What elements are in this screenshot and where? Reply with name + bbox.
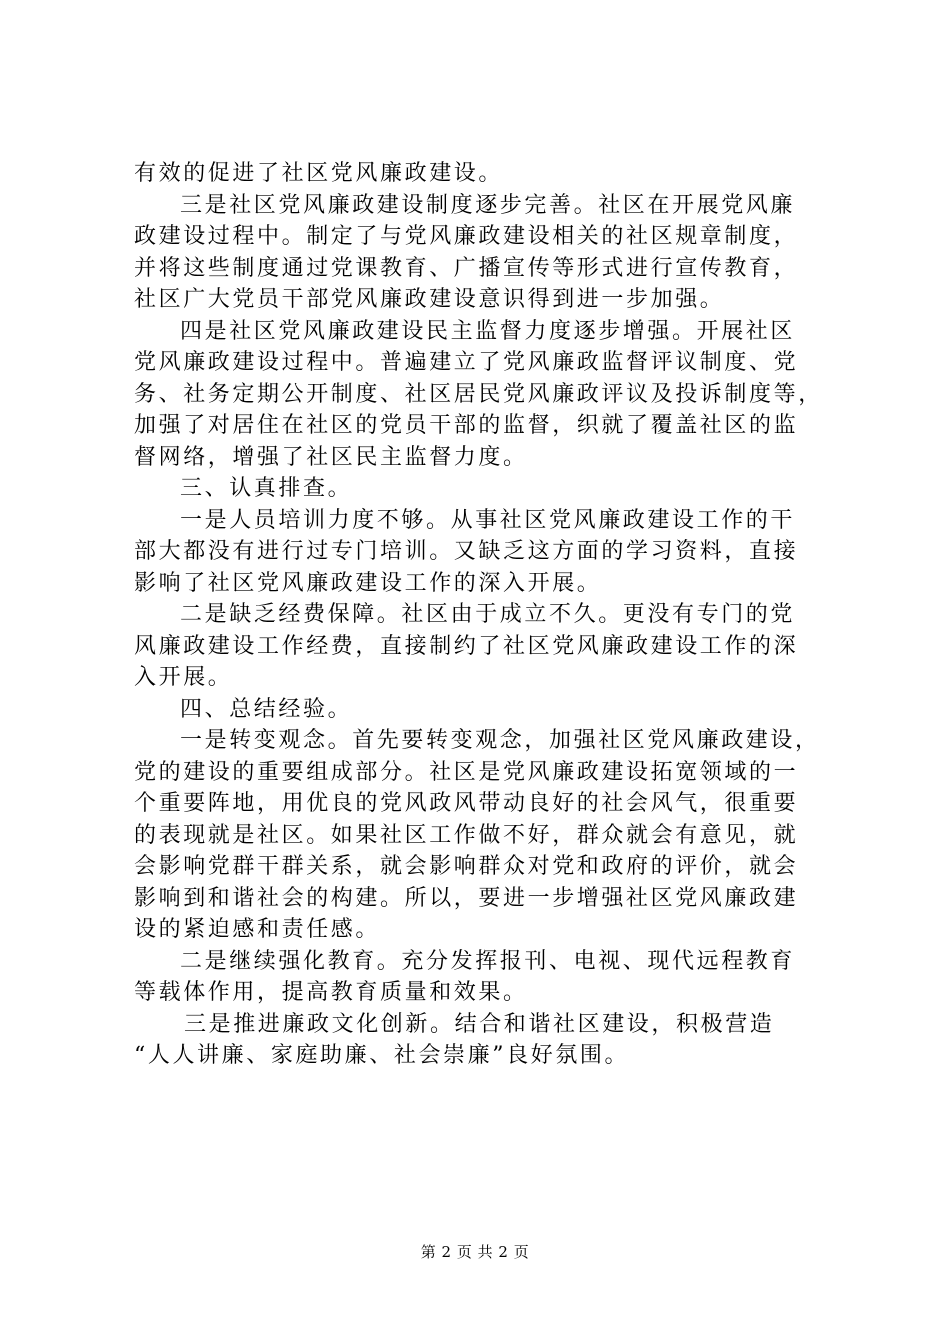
text-line-5: 社区广大党员干部党风廉政建设意识得到进一步加强。 <box>134 287 725 312</box>
text-line-23: 会影响党群干群关系，就会影响群众对党和政府的评价，就会 <box>134 854 799 879</box>
document-body <box>134 158 834 1072</box>
text-line-22: 的表现就是社区。如果社区工作做不好，群众就会有意见，就 <box>134 822 799 848</box>
text-line-29: “人人讲廉、家庭助廉、社会崇廉”良好氛围。 <box>134 1043 630 1068</box>
text-line-28: 三是推进廉政文化创新。结合和谐社区建设，积极营造 <box>184 1011 775 1037</box>
text-line-10: 督网络，增强了社区民主监督力度。 <box>134 444 528 470</box>
text-line-1: 有效的促进了社区党风廉政建设。 <box>134 161 504 186</box>
text-line-21: 个重要阵地，用优良的党风政风带动良好的社会风气，很重要 <box>134 791 799 816</box>
text-line-2: 三是社区党风廉政建设制度逐步完善。社区在开展党风廉 <box>180 192 796 218</box>
text-line-13: 部大都没有进行过专门培训。又缺乏这方面的学习资料，直接 <box>134 539 799 564</box>
text-line-3: 政建设过程中。制定了与党风廉政建设相关的社区规章制度， <box>134 224 799 249</box>
text-line-16: 风廉政建设工作经费，直接制约了社区党风廉政建设工作的深 <box>134 633 799 659</box>
text-line-27: 等载体作用，提高教育质量和效果。 <box>134 980 528 1005</box>
text-line-25: 设的紧迫感和责任感。 <box>134 917 381 942</box>
text-line-9: 加强了对居住在社区的党员干部的监督，织就了覆盖社区的监 <box>134 413 799 438</box>
text-line-19: 一是转变观念。首先要转变观念，加强社区党风廉政建设， <box>180 728 820 753</box>
text-line-14: 影响了社区党风廉政建设工作的深入开展。 <box>134 570 602 596</box>
text-line-6: 四是社区党风廉政建设民主监督力度逐步增强。开展社区 <box>180 318 796 344</box>
text-line-12: 一是人员培训力度不够。从事社区党风廉政建设工作的干 <box>180 507 796 533</box>
text-line-4: 并将这些制度通过党课教育、广播宣传等形式进行宣传教育， <box>134 255 799 281</box>
text-line-17: 入开展。 <box>134 665 233 690</box>
section-heading-4: 四、总结经验。 <box>180 696 353 722</box>
text-line-26: 二是继续强化教育。充分发挥报刊、电视、现代远程教育 <box>180 948 796 974</box>
section-heading-3: 三、认真排查。 <box>180 476 353 501</box>
text-line-7: 党风廉政建设过程中。普遍建立了党风廉政监督评议制度、党 <box>134 350 799 375</box>
text-line-15: 二是缺乏经费保障。社区由于成立不久。更没有专门的党 <box>180 602 796 627</box>
text-line-24: 影响到和谐社会的构建。所以，要进一步增强社区党风廉政建 <box>134 885 799 911</box>
page-number-footer: 第 2 页 共 2 页 <box>420 1243 530 1261</box>
text-line-8: 务、社务定期公开制度、社区居民党风廉政评议及投诉制度等， <box>134 381 823 407</box>
text-line-20: 党的建设的重要组成部分。社区是党风廉政建设拓宽领域的一 <box>134 759 799 785</box>
